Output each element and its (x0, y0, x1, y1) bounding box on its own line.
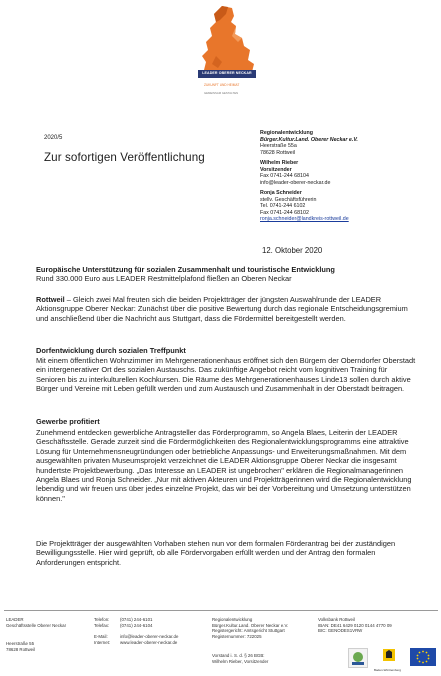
footer-address-line: Heerstraße 55 (6, 641, 35, 646)
section-paragraph-1: Mit einem öffentlichen Wohnzimmer im Mehrgenerationenhaus eröffnet sich den Bürgern der Oberndorfer Oberstadt ein intergenerativer Ort des sozialen Austauschs. Das zukünftige Angebot reicht vom kognitiven Training für Senioren bis zu interkulturellen Kochkursen. Die Räume des Mehrgenerationenhauses Linde13 sollen durch aktive Bürger und Vereine mit Leben gefüllt werden und zum Austausch und Zusammenhalt in der Oberstadt beitragen. (36, 356, 416, 394)
funding-logos (348, 645, 438, 673)
section-heading-1: Dorfentwicklung durch sozialen Treffpunkt (36, 346, 186, 355)
footer-label: Internet: (94, 639, 111, 645)
reference-number: 2020/5 (44, 135, 63, 141)
footer-board-line: Vorstand i. S. d. § 26 BGB: (212, 653, 265, 658)
contact-fax-2: Fax 0741-244 68102 (260, 209, 309, 216)
leader-logo (198, 4, 256, 108)
logo-tagline-2: GEMEINSAM GESTALTEN (204, 91, 239, 95)
footer-labels (94, 617, 110, 646)
article-lead (36, 295, 418, 323)
footer-bank-line: IBAN: DE41 6429 0120 0144 4770 09 (318, 622, 392, 628)
contact-street: Heerstraße 55a (260, 143, 297, 149)
region-map-icon (198, 4, 256, 78)
footer-website-link[interactable]: www.leader-oberer-neckar.de (120, 639, 178, 645)
contact-role-2: stellv. Geschäftsführerin (260, 196, 317, 203)
footer-label: E-Mail: (94, 634, 108, 640)
footer-office-line: LEADER (6, 617, 24, 622)
footer-address (6, 641, 35, 652)
eu-flag-icon (410, 648, 436, 666)
footer-office (6, 617, 66, 628)
footer-association (212, 617, 288, 640)
footer-fax: (0741) 244-6104 (120, 622, 153, 628)
section-heading-2: Gewerbe profitiert (36, 417, 100, 426)
contact-org-name: Bürger.Kultur.Land. Oberer Neckar e.V. (260, 136, 358, 143)
contact-email-1[interactable]: info@leader-oberer-neckar.de (260, 179, 331, 186)
logo-tagline: ZUKUNFT UND HEIMAT (204, 83, 240, 87)
contact-org: Regionalentwicklung (260, 130, 313, 136)
page-title: Zur sofortigen Veröffentlichung (44, 151, 205, 164)
footer-email-link[interactable]: info@leader-oberer-neckar.de (120, 634, 179, 640)
contact-tel-2: Tel. 0741-244 6102 (260, 203, 306, 209)
leader-eu-logo-icon (348, 648, 368, 668)
lead-text: – Gleich zwei Mal freuten sich die beiden Projektträger der jüngsten Auswahlrunde der LEADER Aktionsgruppe Oberer Neckar: Zunächst über die positive Bewertung durch das regionale Entscheidungsgremium und anschließend über die Nachricht aus Stuttgart, dass die Fördermittel bereitgestellt werden. (36, 295, 408, 323)
bw-logo-icon (374, 648, 404, 672)
footer-address-line: 78628 Rottweil (6, 646, 36, 652)
bw-logo-text: Baden-Württemberg (374, 668, 402, 672)
footer-assoc-line: Regionalentwicklung (212, 617, 253, 622)
footer-phone: (0741) 244-6101 (120, 617, 153, 622)
article-title: Europäische Unterstützung für sozialen Zusammenhalt und touristische Entwicklung (36, 265, 335, 274)
release-date: 12. Oktober 2020 (262, 246, 323, 255)
footer-label: Telefax: (94, 622, 110, 628)
logo-name: LEADER OBERER NECKAR (202, 71, 252, 75)
closing-paragraph: Die Projektträger der ausgewählten Vorhaben stehen nun vor dem formalen Förderantrag bei der zuständigen Bewilligungsstelle. Hier wird geprüft, ob alle Fördervorgaben erfüllt werden und der Antrag den formalen Anforderungen entspricht. (36, 539, 396, 567)
footer-bank-line: Volksbank Rottweil (318, 617, 355, 622)
article-subtitle: Rund 330.000 Euro aus LEADER Restmittelplafond fließen an Oberen Neckar (36, 274, 292, 284)
footer-assoc-line: Registernummer: 722025 (212, 634, 262, 640)
footer-values (120, 617, 178, 646)
footer-office-line: Geschäftsstelle Oberer Neckar (6, 622, 67, 628)
article-heading (36, 265, 418, 284)
lead-place: Rottweil (36, 295, 65, 304)
section-paragraph-2: Zunehmend entdecken gewerbliche Antragsteller das Förderprogramm, so Angela Blaes, Leiterin der LEADER Geschäftsstelle. Gerade zurzeit sind die Fördermöglichkeiten des Regionalentwicklungsprogramms eine attraktive Lösung für Unternehmensneugründungen oder betriebliche Anpassungs- und Erweiterungsmaßnahmen. Mit dem ausgewählten privaten Museumsprojekt verzeichnet die LEADER Aktionsgruppe Oberer Neckar die insgesamt hundertste Projektbewerbung. „Das Interesse an LEADER ist ungebrochen" erklären die Regionalmanagerinnen Angela Blaes und Ronja Schneider. „Nur mit aktiven Akteuren und Projektträgerinnen wird die Regionalentwicklung lebendig und wir freuen uns über jedes einzelne Projekt, das wir bei der Vorbereitung und Umsetzung unterstützen können." (36, 428, 412, 503)
contact-role-1: Vorsitzender (260, 166, 292, 173)
contact-person-2: Ronja Schneider (260, 190, 302, 196)
contact-city: 78628 Rottweil (260, 149, 296, 156)
footer-label: Telefon: (94, 617, 110, 622)
footer-board-line: Wilhelm Rieber, Vorsitzender (212, 658, 269, 664)
contact-person-1: Wilhelm Rieber (260, 160, 299, 166)
contact-email-2-link[interactable]: ronja.schneider@landkreis-rottweil.de (260, 216, 349, 222)
footer-assoc-line: Bürger.Kultur.Land. Oberer Neckar e.V. (212, 622, 289, 628)
contact-block (260, 130, 440, 223)
footer-divider (4, 610, 438, 611)
footer-board (212, 653, 268, 664)
footer-bank-line: BIC: GENODES1VRW (318, 628, 363, 634)
footer-bank (318, 617, 392, 634)
footer-assoc-line: Registergericht: Amtsgericht Stuttgart (212, 628, 285, 634)
contact-fax-1: Fax 0741-244 68104 (260, 173, 309, 179)
